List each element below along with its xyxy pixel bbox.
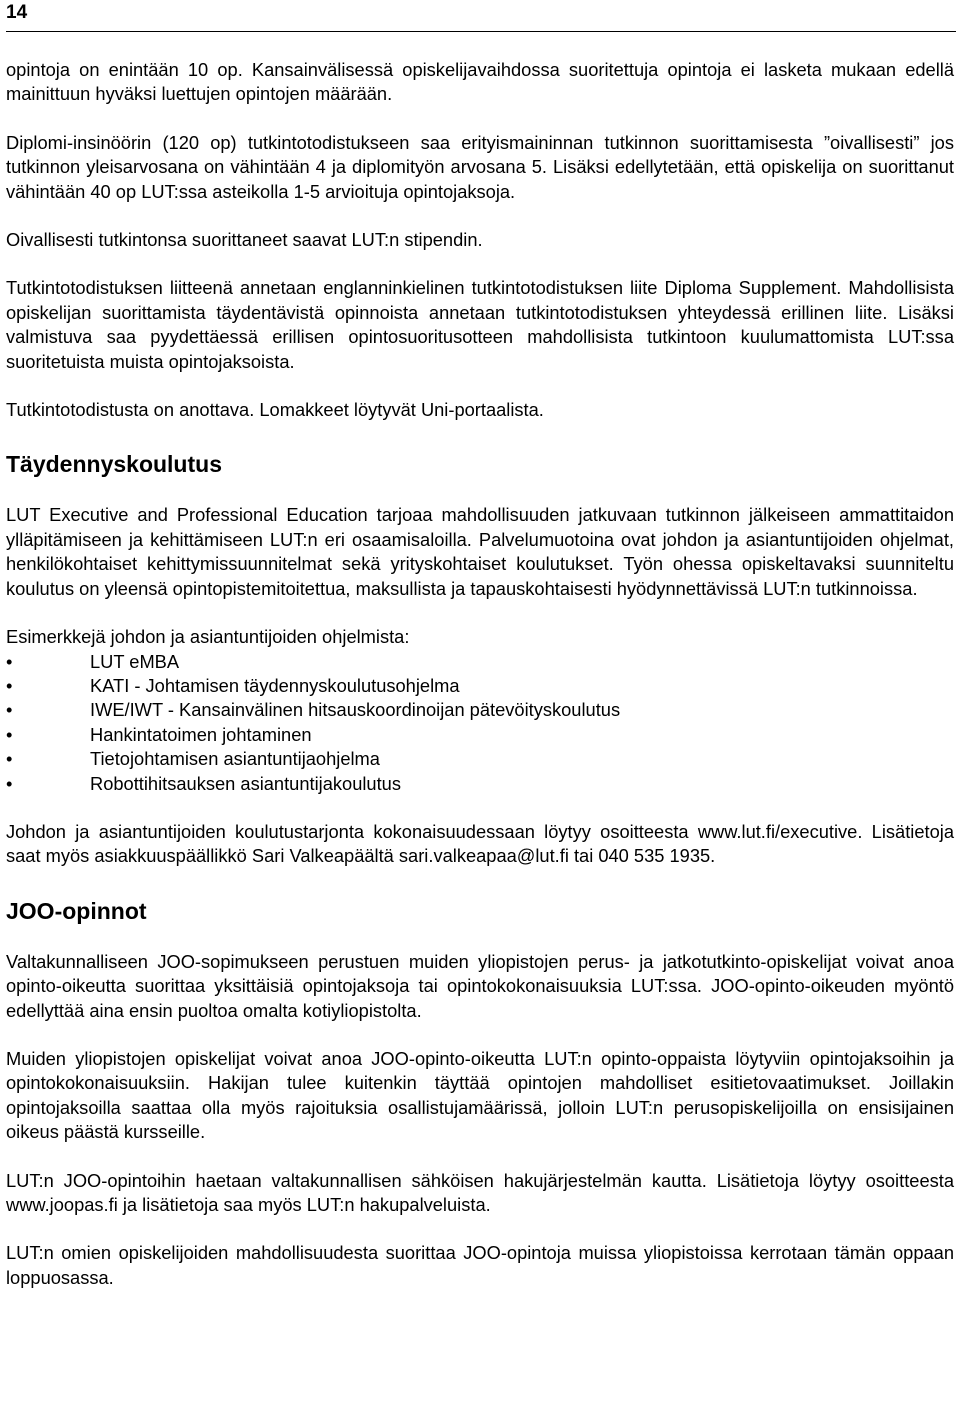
list-item	[6, 747, 954, 771]
paragraph-executive-contact: Johdon ja asiantuntijoiden koulutustarjonta kokonaisuudessaan löytyy osoitteesta www.lut.fi/executive. Lisätietoja saat myös asiakkuuspäällikkö Sari Valkeapäältä sari.valkeapaa@lut.fi tai 040 535 1935.	[6, 820, 954, 867]
bullet-icon: •	[6, 674, 13, 696]
list-item	[6, 723, 954, 747]
paragraph-joo-other-universities: Muiden yliopistojen opiskelijat voivat anoa JOO-opinto-oikeutta LUT:n opinto-oppaista löytyviin opintojaksoihin ja opintokokonaisuuksiin. Hakijan tulee kuitenkin täyttää opintojen mahdolliset esitietovaatimukset. Joillakin opintojaksoilla saattaa olla myös rajoituksia osallistujamäärissä, jolloin LUT:n perusopiskelijoilla on ensisijainen oikeus päästä kursseille.	[6, 1047, 954, 1143]
paragraph-joo-agreement: Valtakunnalliseen JOO-sopimukseen perustuen muiden yliopistojen perus- ja jatkotutkinto-opiskelijat voivat anoa opinto-oikeutta suorittaa yksittäisiä opintojaksoja tai opintokokonaisuuksia LUT:ssa. JOO-opinto-oikeuden myöntö edellyttää aina ensin puoltoa omalta kotiyliopistolta.	[6, 950, 954, 1021]
program-name: Tietojohtamisen asiantuntijaohjelma	[90, 748, 380, 770]
paragraph-joo-application: LUT:n JOO-opintoihin haetaan valtakunnallisen sähköisen hakujärjestelmän kautta. Lisätietoja löytyy osoitteesta www.joopas.fi ja lisätietoja saa myös LUT:n hakupalveluista.	[6, 1169, 954, 1215]
paragraph-diploma-supplement: Tutkintotodistuksen liitteenä annetaan englanninkielinen tutkintotodistuksen liite Diploma Supplement. Mahdollisista opiskelijan suorittamista täydentävistä opinnoista annetaan tutkintotodistuksen yhteydessä erillinen liite. Lisäksi valmistuva saa pyydettäessä erillisen opintosuoritusotteen mahdollisista tutkintoon kuulumattomista LUT:ssa suoritetuista muista opintojaksoista.	[6, 277, 954, 372]
section-heading-taydennyskoulutus: Täydennyskoulutus	[6, 451, 222, 478]
section-heading-joo-opinnot: JOO-opinnot	[6, 897, 147, 924]
program-name: Hankintatoimen johtaminen	[90, 723, 312, 745]
paragraph-distinction: Diplomi-insinöörin (120 op) tutkintotodistukseen saa erityismaininnan tutkinnon suorittamisesta ”oivallisesti” jos tutkinnon yleisarvosana on vähintään 4 ja diplomityön arvosana 5. Lisäksi edellytetään, että opiskelija on suorittanut vähintään 40 op LUT:ssa asteikolla 1-5 arvioituja opintojaksoja.	[6, 131, 954, 202]
programs-list	[6, 650, 954, 796]
paragraph-joo-own-students: LUT:n omien opiskelijoiden mahdollisuudesta suorittaa JOO-opintoja muissa yliopistoissa kerrotaan tämän oppaan loppuosassa.	[6, 1242, 954, 1288]
list-item	[6, 772, 954, 796]
program-name: KATI - Johtamisen täydennyskoulutusohjelma	[90, 674, 460, 696]
bullet-icon: •	[6, 723, 13, 745]
page-header	[6, 0, 956, 32]
programs-list-title: Esimerkkejä johdon ja asiantuntijoiden ohjelmista:	[6, 626, 410, 648]
program-name: LUT eMBA	[90, 650, 180, 672]
list-item	[6, 674, 954, 698]
page-content	[6, 58, 954, 1290]
list-item	[6, 698, 954, 722]
bullet-icon: •	[6, 772, 13, 794]
bullet-icon: •	[6, 748, 13, 770]
program-name: IWE/IWT - Kansainvälinen hitsauskoordinoijan pätevöityskoulutus	[90, 699, 621, 721]
page-number: 14	[6, 2, 28, 23]
bullet-icon: •	[6, 699, 13, 721]
list-item	[6, 650, 954, 674]
paragraph-exchange-credits: opintoja on enintään 10 op. Kansainvälisessä opiskelijavaihdossa suoritettuja opintoja ei lasketa mukaan edellä mainittuun hyväksi luettujen opintojen määrään.	[6, 59, 954, 105]
program-name: Robottihitsauksen asiantuntijakoulutus	[90, 772, 401, 794]
paragraph-stipend: Oivallisesti tutkintonsa suorittaneet saavat LUT:n stipendin.	[6, 229, 483, 251]
paragraph-executive-education: LUT Executive and Professional Education tarjoaa mahdollisuuden jatkuvaan tutkinnon jälkeiseen ammattitaidon ylläpitämiseen ja kehittämiseen LUT:n eri osaamisaloilla. Palvelumuotoina ovat johdon ja asiantuntijoiden ohjelmat, henkilökohtaiset kehittymissuunnitelmat sekä yrityskohtaiset koulutukset. Työn ohessa opiskeltavaksi suunniteltu koulutus on yleensä opintopistemitoitettua, maksullista ja tapauskohtaisesti hyödynnettävissä LUT:n tutkinnoissa.	[6, 504, 954, 599]
paragraph-apply-certificate: Tutkintotodistusta on anottava. Lomakkeet löytyvät Uni-portaalista.	[6, 399, 544, 421]
bullet-icon: •	[6, 650, 13, 672]
